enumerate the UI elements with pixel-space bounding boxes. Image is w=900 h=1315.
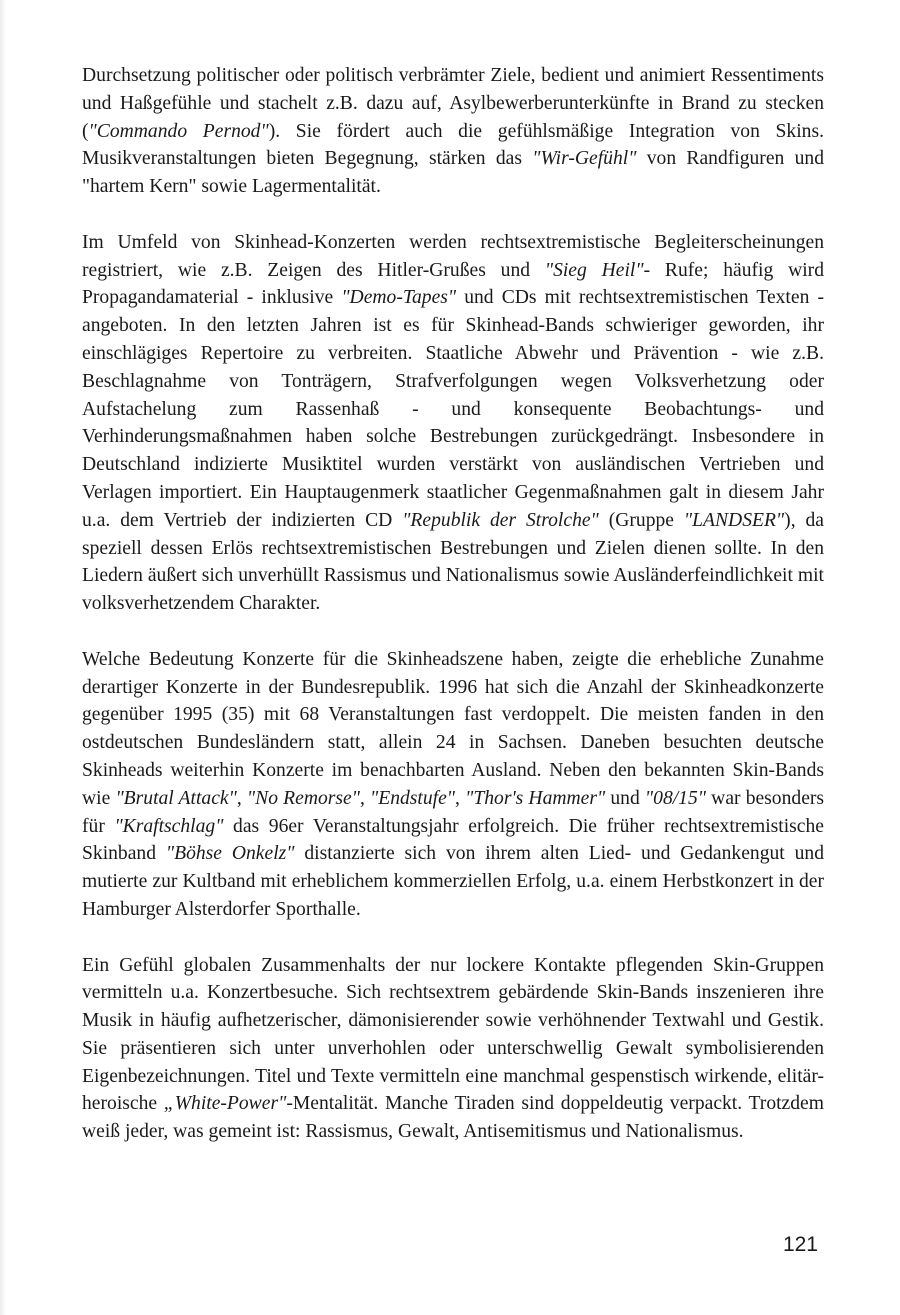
text-run: von Randfiguren und "hartem Kern" sowie Lagermentalität.	[82, 148, 824, 198]
text-run: ). Sie fördert auch die gefühlsmäßige Integration von Skins. Musikveranstaltungen bieten Begegnung, stärken das	[82, 120, 824, 170]
paragraph-4	[82, 952, 824, 1147]
text-run: und CDs mit rechtsextremistischen Texten - angeboten. In den letzten Jahren ist es für Skinhead-Bands schwieriger geworden, ihr einschlägiges Repertoire zu verbreiten. Staatliche Abwehr und Prävention - wie z.B. Beschlagnahme von Tonträgern, Strafverfolgungen wegen Volksverhetzung oder Aufstachelung zum Rassenhaß - und konsequente Beobachtungs- und Verhinderungsmaßnahmen haben solche Bestrebungen zurückgedrängt. Insbesondere in Deutschland indizierte Musiktitel wurden verstärkt von ausländischen Vertrieben und Verlagen importiert. Ein Hauptaugenmerk staatlicher Gegenmaßnahmen galt in diesem Jahr u.a. dem Vertrieb der indizierten CD	[82, 287, 824, 531]
paragraph-gap	[82, 201, 824, 229]
quoted-band: "Thor's Hammer"	[465, 787, 606, 809]
text-run: ,	[455, 787, 466, 809]
text-run: Ein Gefühl globalen Zusammenhalts der nur lockere Kontakte pflegenden Skin-Gruppen vermitteln u.a. Konzertbesuche. Sich rechtsextrem gebärdende Skin-Bands inszenieren ihre Musik in häufig aufhetzerischer, dämonisierender sowie verhöhnender Textwahl und Gestik. Sie präsentieren sich unter unverhohlen oder unterschwellig Gewalt symbolisierenden Eigenbezeichnungen. Titel und Texte vermitteln eine manchmal gespenstisch wirkende, elitär-heroische	[82, 954, 824, 1115]
paragraph-3	[82, 646, 824, 924]
text-run: ,	[236, 787, 247, 809]
page-edge-shadow	[0, 0, 6, 1315]
quoted-band: "Böhse Onkelz"	[165, 843, 295, 865]
paragraph-gap	[82, 924, 824, 952]
paragraph-2	[82, 229, 824, 618]
text-run: (Gruppe	[598, 509, 684, 531]
quoted-term: "Sieg Heil"	[544, 259, 644, 281]
quoted-title: "Commando Pernod"	[88, 120, 269, 142]
quoted-band: "Brutal Attack"	[115, 787, 237, 809]
text-run: ,	[359, 787, 371, 809]
text-run: Durchsetzung politischer oder politisch verbrämter Ziele, bedient und animiert Ressentiments und Haßgefühle und stachelt z.B. dazu auf, Asylbewerberunterkünfte in Brand zu stecken (	[82, 65, 824, 142]
text-run: war besonders für	[82, 787, 825, 837]
body-text	[82, 62, 824, 1146]
text-run: das 96er Veranstaltungsjahr erfolgreich. Die früher rechtsextremistische Skinband	[82, 815, 824, 865]
paragraph-gap	[82, 618, 824, 646]
text-run: ), da speziell dessen Erlös rechtsextremistischen Bestrebungen und Zielen dienen sollte. In den Liedern äußert sich unverhüllt Rassismus und Nationalismus sowie Ausländerfeindlichkeit mit volksverhetzendem Charakter.	[82, 509, 824, 615]
quoted-title: "Republik der Strolche"	[402, 509, 599, 531]
quoted-band: "08/15"	[644, 787, 707, 809]
quoted-band: "Endstufe"	[370, 787, 456, 809]
quoted-band: "Kraftschlag"	[114, 815, 224, 837]
page-number: 121	[782, 1233, 818, 1256]
text-run: - Rufe; häufig wird Propagandamaterial - inklusive	[82, 259, 824, 309]
paragraph-1	[82, 62, 824, 201]
quoted-band: "LANDSER"	[683, 509, 785, 531]
text-run: Im Umfeld von Skinhead-Konzerten werden rechtsextremistische Begleiterscheinungen registriert, wie z.B. Zeigen des Hitler-Grußes und	[82, 231, 824, 281]
quoted-term: "Demo-Tapes"	[341, 287, 457, 309]
text-run: Welche Bedeutung Konzerte für die Skinheadszene haben, zeigte die erhebliche Zunahme derartiger Konzerte in der Bundesrepublik. 1996 hat sich die Anzahl der Skinheadkonzerte gegenüber 1995 (35) mit 68 Veranstaltungen fast verdoppelt. Die meisten fanden in den ostdeutschen Bundesländern statt, allein 24 in Sachsen. Daneben besuchten deutsche Skinheads weiterhin Konzerte im benachbarten Ausland. Neben den bekannten Skin-Bands wie	[82, 648, 824, 809]
quoted-term: „White-Power"	[163, 1093, 287, 1115]
quoted-band: "No Remorse"	[246, 787, 360, 809]
text-run: distanzierte sich von ihrem alten Lied- und Gedankengut und mutierte zur Kultband mit erheblichem kommerziellen Erfolg, u.a. einem Herbstkonzert in der Hamburger Alsterdorfer Sporthalle.	[82, 843, 824, 920]
quoted-term: "Wir-Gefühl"	[532, 148, 637, 170]
text-run: -Mentalität. Manche Tiraden sind doppeldeutig verpackt. Trotzdem weiß jeder, was gemeint ist: Rassismus, Gewalt, Antisemitismus und Nationalismus.	[82, 1093, 824, 1143]
text-run: und	[605, 787, 645, 809]
